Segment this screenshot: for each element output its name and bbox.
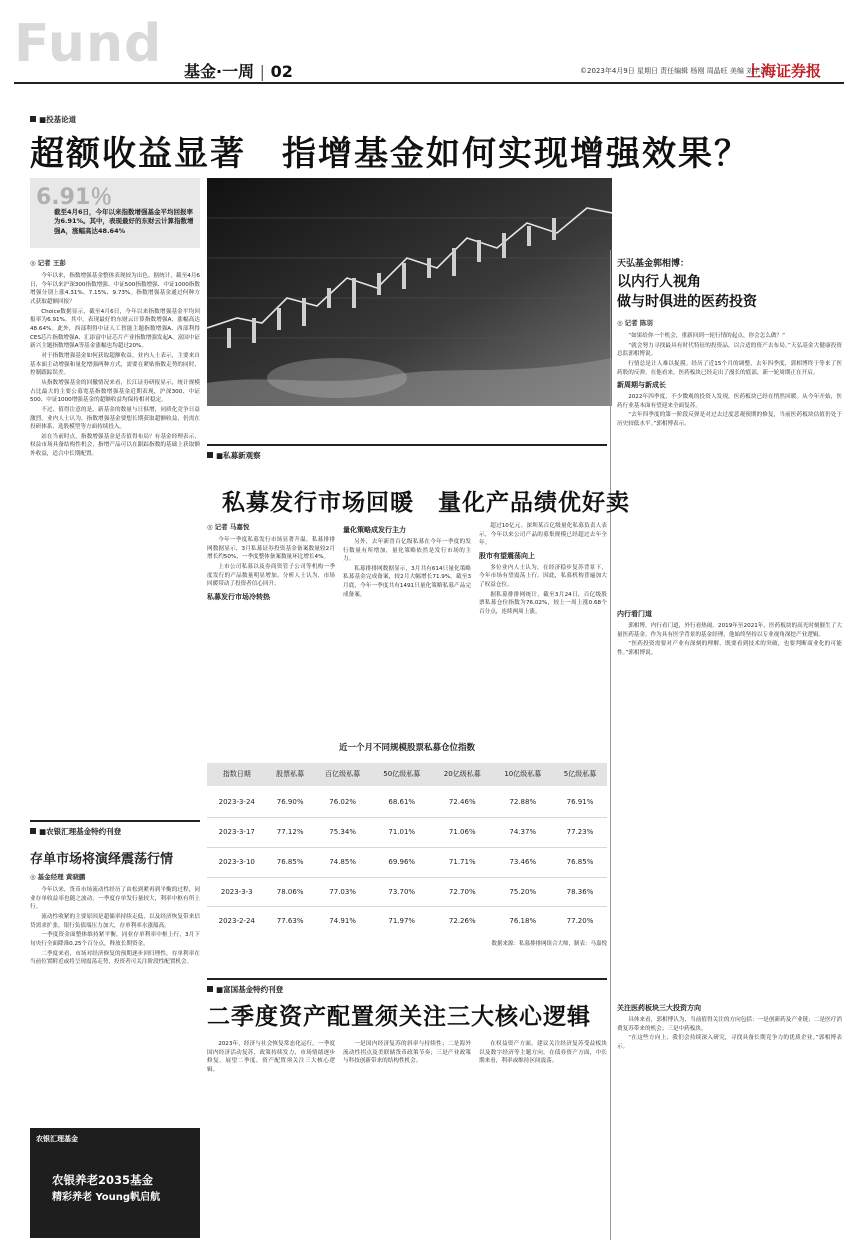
paragraph: “如果给你一个机会，重新回到一轮行情的起点，你会怎么做？”: [628, 333, 786, 339]
column-divider: [610, 250, 611, 1240]
paragraph: 2023年，经济与社会恢复常态化运行。一季度国内经济活动复苏，政策持续发力，市场情绪逐步修复。展望二季度，资产配置须关注三大核心逻辑。: [207, 1041, 335, 1073]
paragraph: 一季度资金面整体维持紧平衡，同业存单利率中枢上行，3月下旬央行全面降准0.25个百分点，释放长期资金。: [30, 932, 200, 947]
table-header-cell: 股票私募: [267, 763, 314, 787]
paragraph: 具体来看，郭相博认为，当前值得关注的方向包括：一是创新药及产业链；二是医疗消费复苏带来的机会；三是中药板块。: [617, 1016, 842, 1032]
table-header-cell: 5亿级私募: [553, 763, 607, 787]
table-cell: 72.26%: [432, 907, 493, 936]
lead-big-number: 6.91％: [36, 185, 113, 210]
lead-body: [30, 272, 200, 692]
paragraph: “在这些方向上，我们会持续深入研究，寻找具备长期竞争力的优质企业。”郭相博表示。: [617, 1035, 842, 1050]
table-cell: 76.18%: [493, 907, 554, 936]
table-header-cell: 10亿级私募: [493, 763, 554, 787]
table-cell: 76.85%: [267, 847, 314, 877]
interview-headline-2: 做与时俱进的医药投资: [617, 294, 757, 310]
page-number: 02: [270, 62, 293, 81]
paragraph: 对于指数增强基金如何获取超额收益，业内人士表示，主要来自基本面主动增强和量化增强两种方式，需要在紧贴指数走势的同时，控制跟踪误差。: [30, 352, 200, 377]
private-section-tag: ■私募新观察: [207, 450, 261, 462]
paragraph: 站在当前时点，指数增强基金是否值得布局？有基金经理表示，权益市场具备结构性机会，指增产品可以在跟踪指数的基础上获取额外收益，适合中长期配置。: [30, 433, 200, 458]
table-cell: 73.46%: [493, 847, 554, 877]
q2-top-rule: [207, 978, 607, 980]
private-subheading-2: 私募发行市场冷转热: [207, 592, 270, 601]
lead-image: [207, 178, 612, 406]
table-cell: 72.88%: [493, 787, 554, 817]
interview-body-c: [617, 1000, 842, 1235]
table-cell: 2023-3-3: [207, 877, 267, 907]
lead-section-tag: ■投基论道: [30, 114, 76, 126]
paragraph: 据私募排排网统计，截至3月24日，百亿级股票私募仓位指数为76.02%，较上一周上涨0.68个百分点，连续两周上涨。: [479, 591, 607, 616]
table-cell: 2023-3-24: [207, 787, 267, 817]
paragraph: Choice数据显示，截至4月6日，今年以来指数增强基金平均回报率为6.91%。其中，表现最好的东财云计算指数增强A，涨幅高达48.64%。此外，西部利得中证人工智能主题指数增强A、西部利得CES芯片指数增强A、汇添富中证芯片产业指数增强发起A、富国中证新兴主题指数增强A等基金涨幅也均超过20%。: [30, 308, 200, 350]
interview-subheading-1: 新周期与新成长: [617, 381, 666, 390]
private-author: ◎ 记者 马嘉悦: [207, 522, 249, 532]
table-cell: 77.03%: [314, 877, 372, 907]
ad-line-2: 精彩养老 Young帆启航: [52, 1192, 161, 1203]
cd-section-tag: ■农银汇理基金特约刊登: [30, 826, 121, 838]
paragraph: “去年四季度的第一阶段反弹是对过去过度悲观预期的修复，当前医药板块估值仍处于历史较低水平。”郭相博表示。: [617, 412, 842, 428]
table-row: [207, 787, 607, 817]
table-cell: 71.06%: [432, 817, 493, 847]
table-cell: 72.46%: [432, 787, 493, 817]
table-header-cell: 20亿级私募: [432, 763, 493, 787]
table-cell: 77.20%: [553, 907, 607, 936]
table-cell: 2023-2-24: [207, 907, 267, 936]
cd-author: ◎ 基金经理 黄晓鹏: [30, 872, 85, 882]
table-cell: 76.91%: [553, 787, 607, 817]
table-cell: 72.70%: [432, 877, 493, 907]
interview-body-a: [617, 332, 842, 602]
interview-body-b: [617, 606, 842, 986]
cd-headline: 存单市场将演绎震荡行情: [30, 852, 174, 867]
interview-subheading-3: 关注医药板块三大投资方向: [617, 1004, 701, 1012]
interview-subheading-2: 内行看门道: [617, 610, 652, 618]
table-cell: 78.06%: [267, 877, 314, 907]
private-body-c: [479, 522, 607, 736]
interview-byline: 天弘基金郭相博：: [617, 259, 690, 269]
table-row: [207, 817, 607, 847]
private-top-rule: [207, 444, 607, 446]
masthead-rule: [14, 82, 844, 84]
private-table-block: [207, 742, 607, 948]
table-cell: 69.96%: [371, 847, 432, 877]
newspaper-brand: 上海证券报: [746, 62, 822, 80]
private-body-b: [343, 522, 471, 736]
q2-body: [207, 1040, 607, 1235]
table-cell: 71.97%: [371, 907, 432, 936]
table-cell: 71.01%: [371, 817, 432, 847]
private-subheading-3: 股市有望震荡向上: [479, 551, 535, 560]
paragraph: 今年以来，指数增强基金整体表现较为出色。据统计，截至4月6日，今年以来沪深300指数增强、中证500指数增强、中证1000指数增强分别上涨4.31%、7.15%、9.73%。指数增强基金通过何种方式获取超额回报？: [30, 273, 200, 305]
table-source: 数据来源：私募排排网组合大师，制表：马嘉悦: [491, 941, 607, 948]
q2-section-tag: ■富国基金特约刊登: [207, 984, 283, 996]
paragraph: 行情总是让人难以捉摸。经历了近15个月的调整，去年四季度，郭相博终于等来了医药股的反弹。在他看来，医药板块已经走出了漫长的底部，新一轮周期正在开启。: [617, 360, 842, 376]
lead-summary: 截至4月6日，今年以来指数增强基金平均回报率为6.91%。其中，表现最好的东财云计算指数增强A，涨幅高达48.64%: [54, 208, 194, 235]
table-cell: 75.34%: [314, 817, 372, 847]
paragraph: 一是国内经济复苏的斜率与持续性；二是海外流动性拐点及美联储货币政策节奏；三是产业政策与科技创新带来的结构性机会。: [343, 1041, 471, 1065]
table-cell: 71.71%: [432, 847, 493, 877]
table-cell: 73.70%: [371, 877, 432, 907]
date-line: ©2023年4月9日 星期日 责任编辑 杨刚 周晶旺 美编 刘宇涛: [580, 67, 768, 75]
table-cell: 77.63%: [267, 907, 314, 936]
table-cell: 76.02%: [314, 787, 372, 817]
paragraph: 超过10亿元。深圳某百亿级量化私募负责人表示，今年以来公司产品的募集规模已经超过去年全年。: [479, 523, 607, 547]
paragraph: 私募排排网数据显示，3月共有614只量化策略私募基金完成备案，较2月大幅增长71.9%。截至3月底，今年一季度共有1491只量化策略私募产品完成备案。: [343, 565, 471, 598]
table-cell: 2023-3-10: [207, 847, 267, 877]
table-header-row: [207, 763, 607, 787]
position-index-table: [207, 763, 607, 936]
paragraph: 二季度来看，市场对经济修复的预期逐步回归理性，存单利率在当前位置附近或将呈现震荡走势，投资者可关注阶段性配置机会。: [30, 950, 200, 966]
table-cell: 68.61%: [371, 787, 432, 817]
lead-highlight-box: [30, 178, 200, 248]
table-cell: 74.37%: [493, 817, 554, 847]
paragraph: 今年以来，货币市场流动性经历了由松到紧再到平衡的过程，同业存单收益率也随之波动。一季度存单发行量较大，利率中枢有所上行。: [30, 887, 200, 911]
paragraph: 多位业内人士认为，在经济稳步复苏背景下，今年市场有望震荡上行。因此，私募机构普遍加大了权益仓位。: [479, 564, 607, 589]
table-cell: 74.91%: [314, 907, 372, 936]
table-row: [207, 877, 607, 907]
advertisement-box[interactable]: [30, 1128, 200, 1238]
cd-body: [30, 886, 200, 1106]
table-cell: 2023-3-17: [207, 817, 267, 847]
table-cell: 77.23%: [553, 817, 607, 847]
table-header-cell: 50亿级私募: [371, 763, 432, 787]
lead-author: ◎ 记者 王彭: [30, 258, 66, 268]
section-name: 基金·一周: [184, 62, 255, 81]
paragraph: 郭相博，内行看门道，外行看热闹。2019年至2021年，医药板块的高光时刻催生了大量医药基金。作为具有医学背景的基金经理，他始终坚持以专业视角深挖产业逻辑。: [617, 622, 842, 638]
q2-headline: 二季度资产配置须关注三大核心逻辑: [207, 1004, 591, 1030]
table-cell: 78.36%: [553, 877, 607, 907]
lead-headline: 超额收益显著 指增基金如何实现增强效果？: [30, 134, 750, 174]
private-subheading-1: 量化策略成发行主力: [343, 526, 406, 534]
paragraph: 另外，去年新晋百亿级私募在今年一季度的发行数量有所增加，量化策略依然是发行市场的主力。: [343, 538, 471, 563]
masthead-fund-word: Fund: [14, 14, 163, 74]
paragraph: 不过，值得注意的是，新基金的数量与日俱增，同质化竞争日益激烈。业内人士认为，指数增强基金要想长期获取超额收益，仍需在投研体系、选股模型等方面持续投入。: [30, 406, 200, 431]
paragraph: 流动性收紧的主要原因是超储率持续走低，以及经济恢复带来信贷需求扩张。银行负债端压力加大，存单利率水涨船高。: [30, 913, 200, 929]
ad-brand: 农银汇理基金: [36, 1135, 78, 1143]
table-title: 近一个月不同规模股票私募仓位指数: [338, 743, 475, 753]
table-cell: 77.12%: [267, 817, 314, 847]
ad-line-1: 农银养老2035基金: [52, 1173, 154, 1187]
table-cell: 75.20%: [493, 877, 554, 907]
paragraph: “就会努力寻找最具有时代特征的投资品，以合适的资产去布局。”天弘基金大健康投资总监郭相博说。: [617, 342, 842, 358]
section-title: 基金·一周 | 02: [184, 62, 293, 81]
table-cell: 74.85%: [314, 847, 372, 877]
cd-top-rule: [30, 820, 200, 822]
paragraph: 上市公司私募以及券商资管子公司等机构一季度发行的产品数量明显增加。分析人士认为，市场回暖带动了投资者信心回升。: [207, 563, 335, 588]
interview-headline-1: 以内行人视角: [617, 274, 701, 290]
paragraph: 在权益资产方面，建议关注经济复苏受益板块以及数字经济等主题方向。在债券资产方面，中长期来看，利率或维持区间震荡。: [479, 1041, 607, 1065]
stock-chart-illustration-icon: [207, 178, 612, 406]
paragraph: “医药投资需要对产业有深刻的理解，既要看到技术的突破，也要判断商业化的可能性。”郭相博说。: [617, 641, 842, 656]
table-row: [207, 907, 607, 936]
table-cell: 76.85%: [553, 847, 607, 877]
interview-author: ◎ 记者 陈羽: [617, 318, 653, 328]
table-header-cell: 百亿级私募: [314, 763, 372, 787]
paragraph: 从指数增强基金的回撤情况来看，长江证券研报显示，统计规模占比最大的主要公募宽基指数增强基金近期表现，沪深300、中证500、中证1000增强基金的超额收益均保持相对稳定。: [30, 379, 200, 404]
table-cell: 76.90%: [267, 787, 314, 817]
table-row: [207, 847, 607, 877]
table-header-cell: 指数日期: [207, 763, 267, 787]
paragraph: 今年一季度私募发行市场显著升温。私募排排网数据显示，3月私募证券投资基金备案数量较2月增长约50%，一季度整体备案数量环比增长4%。: [207, 537, 335, 561]
private-body-a: [207, 536, 335, 736]
paragraph: 2022年四季度，不少微观的投资人发现，医药板块已经在悄然回暖。从今年开始，医药行业基本面有望迎来全面复苏。: [617, 394, 842, 409]
private-headline: 私募发行市场回暖 量化产品绩优好卖: [222, 490, 630, 516]
